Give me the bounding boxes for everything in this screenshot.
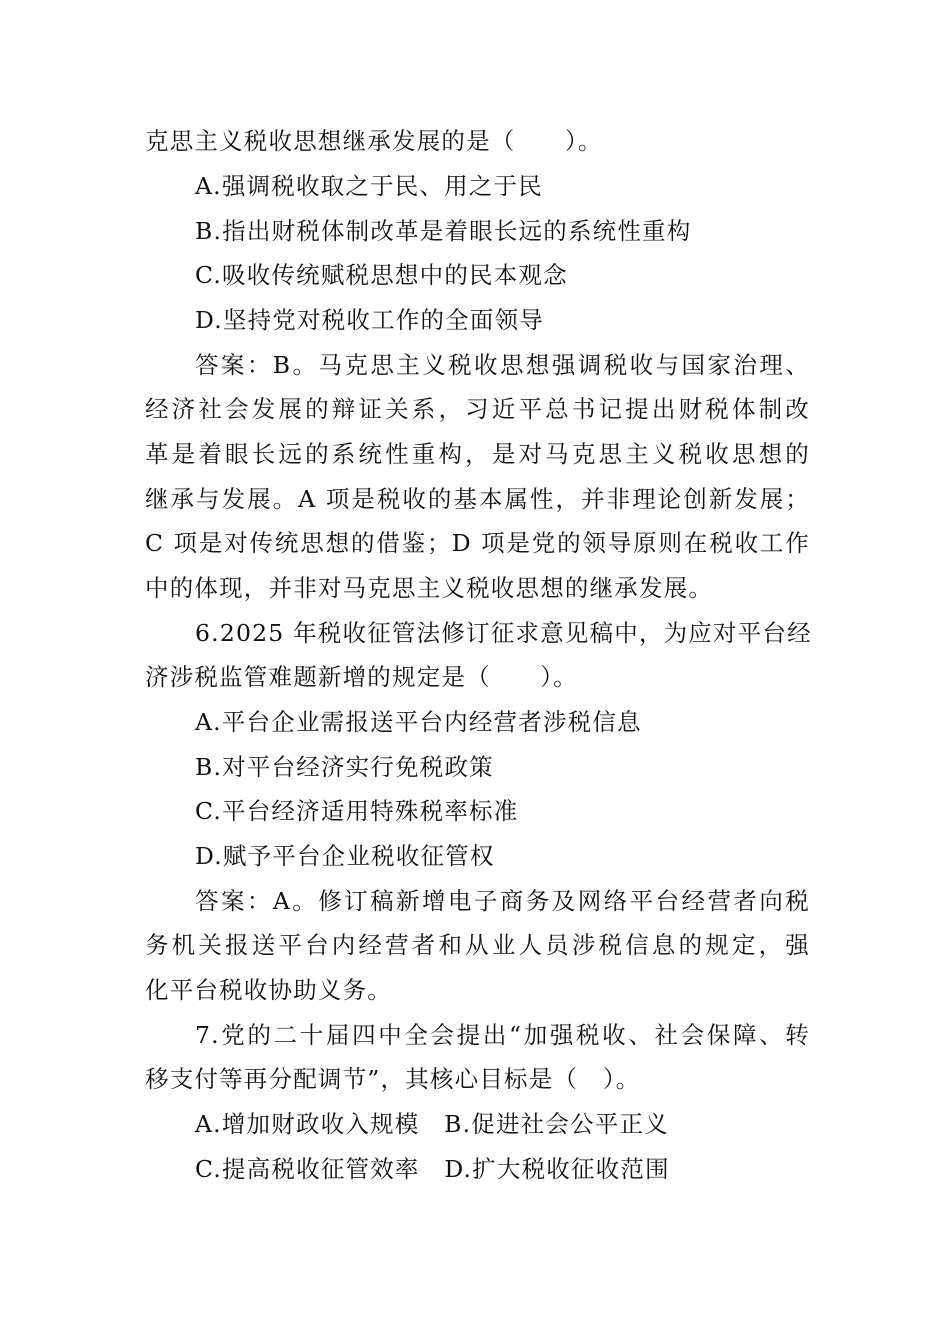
question-7-options-ab: A.增加财政收入规模 B.促进社会公平正义 — [195, 1110, 669, 1138]
question-5-option-a: A.强调税收取之于民、用之于民 — [195, 172, 543, 200]
question-7-stem-line-2: 移支付等再分配调节”，其核心目标是（ ）。 — [145, 1065, 641, 1093]
question-6-stem-line-1: 6.2025 年税收征管法修订征求意见稿中，为应对平台经 — [195, 619, 812, 647]
question-6-option-d: D.赋予平台企业税收征管权 — [195, 842, 495, 870]
question-5-stem-continued: 克思主义税收思想继承发展的是（ ）。 — [145, 127, 603, 155]
question-7-stem-line-1: 7.党的二十届四中全会提出“加强税收、社会保障、转 — [195, 1021, 810, 1049]
question-5-answer-line-5: C 项是对传统思想的借鉴；D 项是党的领导原则在税收工作 — [145, 529, 810, 557]
question-5-answer-line-3: 革是着眼长远的系统性重构，是对马克思主义税收思想的 — [145, 440, 810, 468]
question-6-answer-line-2: 务机关报送平台内经营者和从业人员涉税信息的规定，强 — [145, 931, 810, 959]
question-5-option-b: B.指出财税体制改革是着眼长远的系统性重构 — [195, 217, 692, 245]
question-5-answer-line-2: 经济社会发展的辩证关系，习近平总书记提出财税体制改 — [145, 395, 810, 423]
question-6-answer-line-1: 答案：A。修订稿新增电子商务及网络平台经营者向税 — [195, 887, 810, 915]
question-7-options-cd: C.提高税收征管效率 D.扩大税收征收范围 — [195, 1155, 670, 1183]
question-6-option-c: C.平台经济适用特殊税率标准 — [195, 797, 519, 825]
question-5-answer-line-1: 答案：B。马克思主义税收思想强调税收与国家治理、 — [195, 351, 810, 379]
question-6-option-b: B.对平台经济实行免税政策 — [195, 753, 494, 781]
question-6-stem-line-2: 济涉税监管难题新增的规定是（ ）。 — [145, 663, 578, 691]
question-5-answer-line-6: 中的体现，并非对马克思主义税收思想的继承发展。 — [145, 574, 714, 602]
question-6-option-a: A.平台企业需报送平台内经营者涉税信息 — [195, 708, 642, 736]
question-5-option-c: C.吸收传统赋税思想中的民本观念 — [195, 261, 568, 289]
question-5-answer-line-4: 继承与发展。A 项是税收的基本属性，并非理论创新发展； — [145, 485, 810, 513]
question-6-answer-line-3: 化平台税收协助义务。 — [145, 976, 392, 1004]
question-5-option-d: D.坚持党对税收工作的全面领导 — [195, 306, 544, 334]
